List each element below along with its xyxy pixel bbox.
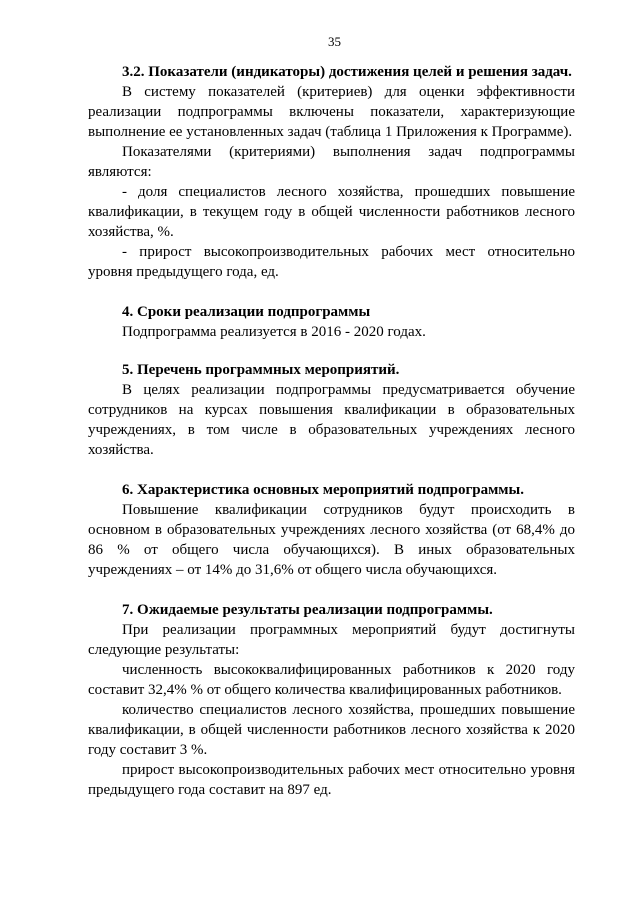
spacer [88, 580, 575, 600]
spacer [88, 282, 575, 302]
section-5-paragraph-1: В целях реализации подпрограммы предусматривается обучение сотрудников на курсах повышения квалификации в образовательных учреждениях, в том числе в образовательных учреждениях лесного хозяйства. [88, 382, 575, 458]
spacer [88, 460, 575, 480]
document-page [88, 34, 575, 800]
section-6-heading: 6. Характеристика основных мероприятий подпрограммы. [122, 482, 524, 498]
section-3-2-paragraph-3: - доля специалистов лесного хозяйства, прошедших повышение квалификации, в текущем году в общей численности работников лесного хозяйства, %. [88, 184, 575, 240]
section-4-heading: 4. Сроки реализации подпрограммы [122, 304, 371, 320]
section-3-2-paragraph-1: В систему показателей (критериев) для оценки эффективности реализации подпрограммы включены показатели, характеризующие выполнение ее установленных задач (таблица 1 Приложения к Программе). [88, 84, 575, 140]
section-7-paragraph-3: количество специалистов лесного хозяйства, прошедших повышение квалификации, в общей численности работников лесного хозяйства к 2020 году составит 3 %. [88, 702, 575, 758]
section-7-paragraph-2: численность высококвалифицированных работников к 2020 году составит 32,4% % от общего количества квалифицированных работников. [88, 662, 575, 698]
section-3-2-heading: 3.2. Показатели (индикаторы) достижения целей и решения задач. [122, 64, 572, 80]
section-7-paragraph-4: прирост высокопроизводительных рабочих мест относительно уровня предыдущего года составит на 897 ед. [88, 762, 575, 798]
section-7-paragraph-1: При реализации программных мероприятий будут достигнуты следующие результаты: [88, 622, 575, 658]
spacer [88, 342, 575, 360]
section-3-2-paragraph-2: Показателями (критериями) выполнения задач подпрограммы являются: [88, 144, 575, 180]
section-6-paragraph-1: Повышение квалификации сотрудников будут происходить в основном в образовательных учреждениях лесного хозяйства (от 68,4% до 86 % от общего числа обучающихся). В иных образовательных учреждениях – от 14% до 31,6% от общего числа обучающихся. [88, 502, 575, 578]
section-7-heading: 7. Ожидаемые результаты реализации подпрограммы. [122, 602, 493, 618]
section-3-2-paragraph-4: - прирост высокопроизводительных рабочих мест относительно уровня предыдущего года, ед. [88, 244, 575, 280]
section-5-heading: 5. Перечень программных мероприятий. [122, 362, 400, 378]
section-4-paragraph-1: Подпрограмма реализуется в 2016 - 2020 годах. [122, 324, 426, 340]
page-number: 35 [328, 34, 341, 49]
